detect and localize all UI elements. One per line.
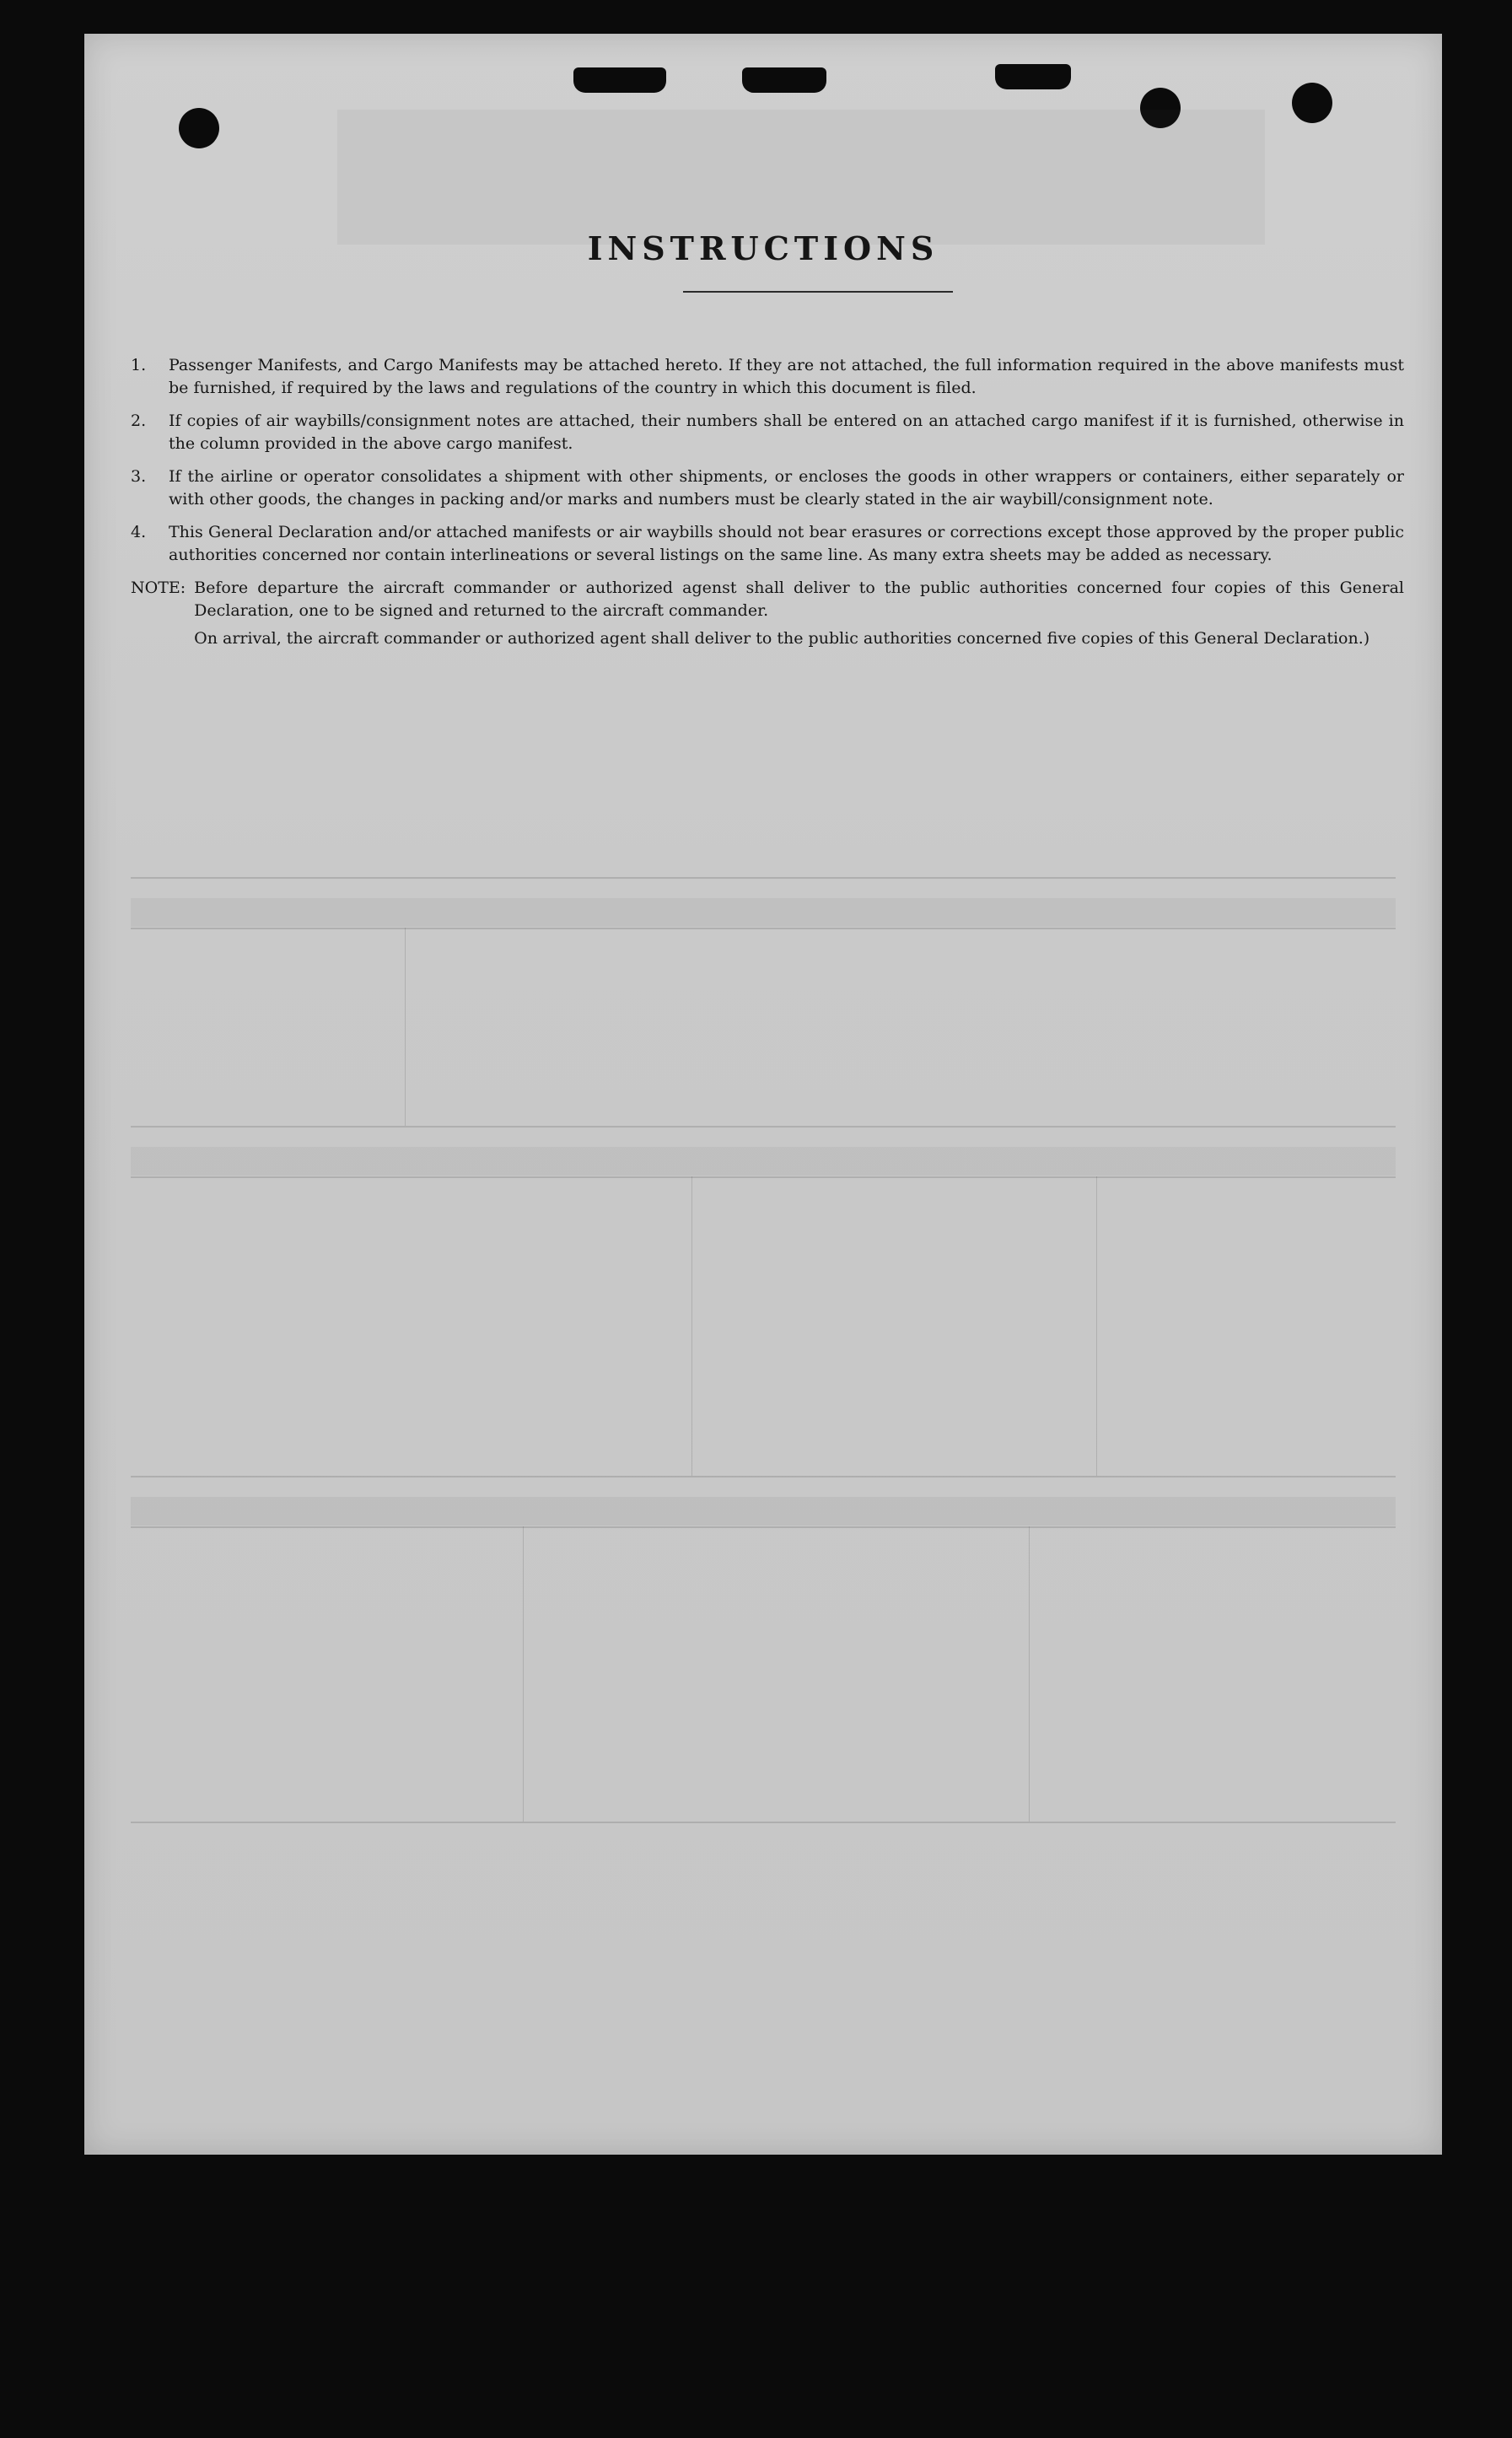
- bleed-through-header-area: [337, 110, 1265, 245]
- document-page: [84, 34, 1442, 2155]
- bleed-through-line: [131, 1176, 1396, 1178]
- binder-clip-center: [742, 67, 826, 93]
- instruction-text: Passenger Manifests, and Cargo Manifests may be attached hereto. If they are not attached, the full information required in the above manifests must be furnished, if required by the laws and regulations of the country in which this document is filed.: [169, 356, 1404, 397]
- note-departure-text: Before departure the aircraft commander or authorized agenst shall deliver to the public authorities concerned four copies of this General Declaration, one to be signed and returned to the aircraft commander.: [194, 579, 1404, 620]
- instructions-list: [131, 354, 1404, 655]
- bleed-through-passenger-band: [131, 1147, 1396, 1176]
- instruction-number: 3.: [131, 467, 147, 486]
- bleed-through-line: [131, 928, 1396, 929]
- instruction-number: 1.: [131, 356, 147, 374]
- instruction-number: 2.: [131, 412, 147, 430]
- bleed-through-line: [131, 877, 1396, 879]
- bleed-through-line: [131, 1126, 1396, 1128]
- page-title: INSTRUCTIONS: [587, 229, 939, 267]
- instruction-number: 4.: [131, 523, 147, 541]
- bleed-through-column: [405, 928, 406, 1126]
- punch-hole-left: [179, 108, 219, 148]
- binder-clip-right: [995, 64, 1071, 89]
- binder-clip-left: [573, 67, 666, 93]
- note-body: [194, 577, 1404, 655]
- instruction-text: If the airline or operator consolidates a shipment with other shipments, or encloses the goods in other wrappers or containers, either separately or with other goods, the changes in packing and/or marks and numbers must be clearly stated in the air waybill/consignment note.: [169, 467, 1404, 509]
- instruction-text: This General Declaration and/or attached manifests or air waybills should not bear erasures or corrections except those approved by the proper public authorities concerned nor contain interlineations or several listings on the same line. As many extra sheets may be added as necessary.: [169, 523, 1404, 564]
- title-underline: [683, 291, 953, 293]
- punch-hole-far-right: [1292, 83, 1332, 123]
- instruction-item: [131, 410, 1404, 455]
- bleed-through-column: [1029, 1526, 1030, 1822]
- bleed-through-column: [691, 1176, 692, 1476]
- instruction-item: [131, 354, 1404, 400]
- bleed-through-crew-band: [131, 898, 1396, 927]
- instruction-item: [131, 521, 1404, 567]
- instruction-text: If copies of air waybills/consignment notes are attached, their numbers shall be entered on an attached cargo manifest if it is furnished, otherwise in the column provided in the above cargo manifest.: [169, 412, 1404, 453]
- bleed-through-line: [131, 1476, 1396, 1477]
- bleed-through-line: [131, 1822, 1396, 1823]
- bleed-through-column: [1096, 1176, 1097, 1476]
- instruction-item: [131, 466, 1404, 511]
- bleed-through-cargo-band: [131, 1497, 1396, 1526]
- note-section: [131, 577, 1404, 655]
- note-label: NOTE:: [131, 579, 186, 597]
- bleed-through-column: [523, 1526, 524, 1822]
- bleed-through-line: [131, 1526, 1396, 1528]
- note-arrival-text: On arrival, the aircraft commander or authorized agent shall deliver to the public authorities concerned five copies of this General Declaration.): [194, 629, 1370, 648]
